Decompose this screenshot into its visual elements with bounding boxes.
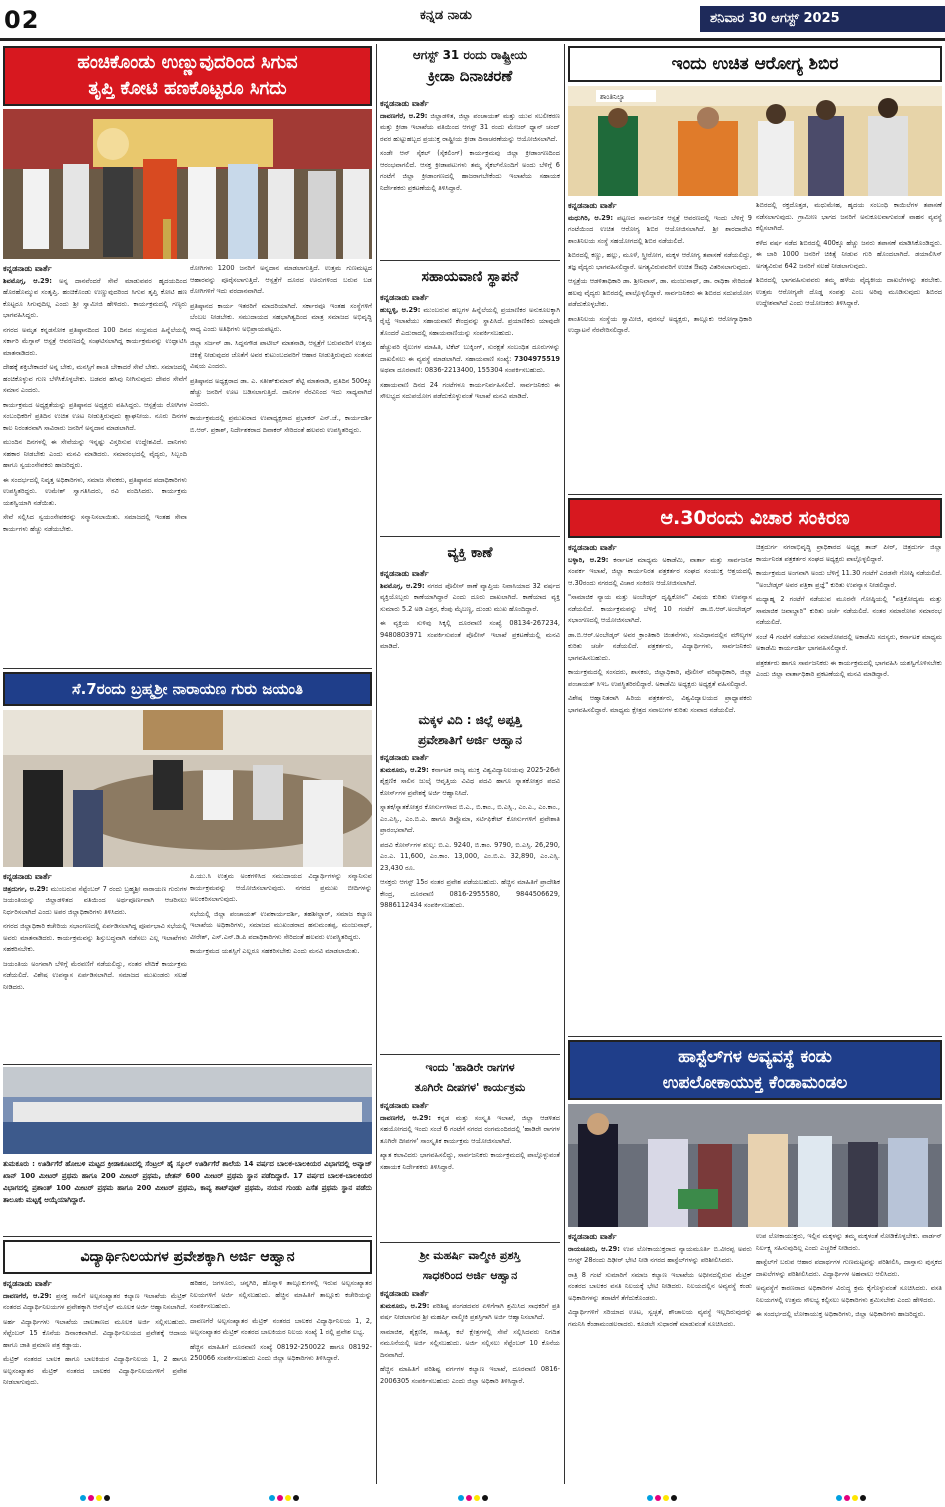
- divider: [3, 1064, 372, 1065]
- divider: [3, 1236, 372, 1237]
- color-dot: [836, 1495, 842, 1501]
- masthead: ಕನ್ನಡ ನಾಡು: [420, 8, 472, 23]
- color-dot: [285, 1495, 291, 1501]
- divider: [380, 1054, 560, 1055]
- page-number: 02: [4, 6, 40, 34]
- color-dot: [474, 1495, 480, 1501]
- byline: ಕನ್ನಡನಾಡು ವಾರ್ತೆ: [568, 543, 617, 552]
- sign-text: ಶಾಂತಿನಿಲ್ಯಾ: [600, 93, 625, 101]
- helpline-number: 7304975519: [514, 354, 560, 363]
- article-missing-person: ಕನ್ನಡನಾಡು ವಾರ್ತೆ ಶಿವಮೊಗ್ಗ, ಆ.29: ನಗರದ ಪೊಲೀಸ್ ಠಾಣೆ ವ್ಯಾಪ್ತಿಯ ನಿವಾಸಿಯಾದ 32 ವರ್ಷದ ವ್ಯಕ್ತಿಯೊಬ್ಬರು ಕಾಣೆಯಾಗಿದ್ದಾರೆ ಎಂದು ದೂರು ದಾಖಲಾಗಿದೆ. ಕಾಣೆಯಾದ ವ್ಯಕ್ತಿ ಸುಮಾರು 5.2 ಅಡಿ ಎತ್ತರ, ಕೆಂಪು ಮೈಬಣ್ಣ, ದುಂಡು ಮುಖ ಹೊಂದಿದ್ದಾರೆ. ಈ ವ್ಯಕ್ತಿಯ ಸುಳಿವು ಸಿಕ್ಕಲ್ಲಿ ದೂರವಾಣಿ ಸಂಖ್ಯೆ 08134-267234, 9480803971 ಸಂಪರ್ಕಿಸುವಂತೆ ಪೊಲೀಸ್ ಇಲಾಖೆ ಪ್ರಕಟಣೆಯಲ್ಲಿ ಮನವಿ ಮಾಡಿದೆ.: [380, 569, 560, 650]
- photo-meeting: [3, 710, 372, 867]
- color-dot: [269, 1495, 275, 1501]
- color-dot: [844, 1495, 850, 1501]
- byline: ಕನ್ನಡನಾಡು ವಾರ್ತೆ: [3, 872, 52, 881]
- headline-line: ತೃಪ್ತಿ ಕೋಟಿ ಹಣಕೊಟ್ಟರೂ ಸಿಗದು: [88, 78, 287, 99]
- byline: ಕನ್ನಡನಾಡು ವಾರ್ತೆ: [380, 1101, 429, 1110]
- headline-seminar: ಆ.30ರಂದು ವಿಚಾರ ಸಂಕಿರಣ: [568, 498, 942, 538]
- color-dot: [96, 1495, 102, 1501]
- photo-students-certificates-image: [3, 1067, 372, 1154]
- divider: [380, 1242, 560, 1243]
- column-divider: [564, 44, 565, 1484]
- divider: [3, 668, 372, 669]
- article-helpline: ಕನ್ನಡನಾಡು ವಾರ್ತೆ ಹುಬ್ಬಳ್ಳಿ, ಆ.29: ಮುಂಬರುವ ಹಬ್ಬಗಳ ಹಿನ್ನೆಲೆಯಲ್ಲಿ ಪ್ರಯಾಣಿಕರ ಅನುಕೂಲಕ್ಕಾಗಿ ರೈಲ್ವೆ ಇಲಾಖೆಯು ಸಹಾಯವಾಣಿ ಕೇಂದ್ರವನ್ನು ಸ್ಥಾಪಿಸಿದೆ. ಪ್ರಯಾಣಿಕರು ಯಾವುದೇ ತೊಂದರೆ ಎದುರಾದಲ್ಲಿ ಸಹಾಯವಾಣಿಯನ್ನು ಸಂಪರ್ಕಿಸಬಹುದು. ಹೆಚ್ಚುವರಿ ರೈಲುಗಳ ಮಾಹಿತಿ, ಟಿಕೆಟ್ ಬುಕ್ಕಿಂಗ್, ಸುರಕ್ಷತೆ ಸಂಬಂಧಿತ ದೂರುಗಳನ್ನು ದಾಖಲಿಸಲು ಈ ವ್ಯವಸ್ಥೆ ಮಾಡಲಾಗಿದೆ. ಸಹಾಯವಾಣಿ ಸಂಖ್ಯೆ: 7304975519 ಅಥವಾ ದೂರವಾಣಿ: 0836-2213400, 155304 ಸಂಪರ್ಕಿಸಬಹುದು. ಸಹಾಯವಾಣಿ ದಿನದ 24 ಗಂಟೆಗಳೂ ಕಾರ್ಯನಿರ್ವಹಿಸಲಿದೆ. ಸಾರ್ವಜನಿಕರು ಈ ಸೌಲಭ್ಯದ ಸದುಪಯೋಗ ಪಡೆದುಕೊಳ್ಳುವಂತೆ ಇಲಾಖೆ ಮನವಿ ಮಾಡಿದೆ.: [380, 293, 560, 400]
- color-dot: [80, 1495, 86, 1501]
- dateline: ತುಮಕೂರು, ಆ.29:: [380, 1301, 430, 1310]
- photo-students-certificates: [3, 1067, 372, 1154]
- byline: ಕನ್ನಡನಾಡು ವಾರ್ತೆ: [380, 569, 429, 578]
- dateline: ಹುಬ್ಬಳ್ಳಿ, ಆ.29:: [380, 305, 421, 314]
- color-dot: [104, 1495, 110, 1501]
- article-seminar-col1: ಕನ್ನಡನಾಡು ವಾರ್ತೆ ಬಳ್ಳಾರಿ, ಆ.29: ಕರ್ನಾಟಕ ಮಾಧ್ಯಮ ಅಕಾಡೆಮಿ, ವಾರ್ತಾ ಮತ್ತು ಸಾರ್ವಜನಿಕ ಸಂಪರ್ಕ ಇಲಾಖೆ, ಜಿಲ್ಲಾ ಕಾರ್ಯನಿರತ ಪತ್ರಕರ್ತರ ಸಂಘದ ಸಂಯುಕ್ತ ಆಶ್ರಯದಲ್ಲಿ ಆ.30ರಂದು ನಗರದಲ್ಲಿ ವಿಚಾರ ಸಂಕಿರಣ ಆಯೋಜಿಸಲಾಗಿದೆ. "ಸಾಮಾಜಿಕ ನ್ಯಾಯ ಮತ್ತು ಅಂಬೇಡ್ಕರ್ ದೃಷ್ಟಿಕೋನ" ವಿಷಯ ಕುರಿತು ಉಪನ್ಯಾಸ ನಡೆಯಲಿದೆ. ಕಾರ್ಯಕ್ರಮವನ್ನು ಬೆಳಿಗ್ಗೆ 10 ಗಂಟೆಗೆ ಡಾ.ಬಿ.ಆರ್.ಅಂಬೇಡ್ಕರ್ ಸಭಾಂಗಣದಲ್ಲಿ ಆಯೋಜಿಸಲಾಗಿದೆ. ಡಾ.ಬಿ.ಆರ್.ಅಂಬೇಡ್ಕರ್ ಅವರ ಕ್ರಾಂತಿಕಾರಿ ಚಿಂತನೆಗಳು, ಸಂವಿಧಾನದಲ್ಲಿನ ಮೌಲ್ಯಗಳ ಕುರಿತು ಚರ್ಚೆ ನಡೆಯಲಿದೆ. ಪತ್ರಕರ್ತರು, ವಿದ್ಯಾರ್ಥಿಗಳು, ಸಾರ್ವಜನಿಕರು ಭಾಗವಹಿಸಬಹುದು. ಕಾರ್ಯಕ್ರಮದಲ್ಲಿ ಸಂಸದರು, ಶಾಸಕರು, ಜಿಲ್ಲಾಧಿಕಾರಿ, ಪೊಲೀಸ್ ವರಿಷ್ಠಾಧಿಕಾರಿ, ಜಿಲ್ಲಾ ಪಂಚಾಯತ್ ಸಿಇಒ ಉಪಸ್ಥಿತರಿರಲಿದ್ದಾರೆ. ಅಕಾಡೆಮಿ ಅಧ್ಯಕ್ಷರು ಅಧ್ಯಕ್ಷತೆ ವಹಿಸಲಿದ್ದಾರೆ. ವಿಶೇಷ ಆಹ್ವಾನಿತರಾಗಿ ಹಿರಿಯ ಪತ್ರಕರ್ತರು, ವಿಶ್ವವಿದ್ಯಾಲಯದ ಪ್ರಾಧ್ಯಾಪಕರು ಭಾಗವಹಿಸಲಿದ್ದಾರೆ. ಮಾಧ್ಯಮ ಕ್ಷೇತ್ರದ ಸವಾಲುಗಳ ಕುರಿತು ಸಂವಾದ ನಡೆಯಲಿದೆ.: [568, 543, 752, 714]
- color-dot: [458, 1495, 464, 1501]
- dateline: ಚಿತ್ರದುರ್ಗ, ಆ.29:: [3, 884, 49, 893]
- column-divider: [376, 44, 377, 1484]
- photo-health-camp-image: [568, 86, 942, 196]
- byline: ಕನ್ನಡನಾಡು ವಾರ್ತೆ: [3, 264, 52, 273]
- divider: [380, 536, 560, 537]
- registration-mark: [79, 1486, 111, 1505]
- headline-children-welfare: [380, 710, 560, 750]
- byline: ಕನ್ನಡನಾಡು ವಾರ್ತೆ: [3, 1279, 52, 1288]
- headline-narayana-guru: ಸೆ.7ರಂದು ಬ್ರಹ್ಮಶ್ರೀ ನಾರಾಯಣ ಗುರು ಜಯಂತಿ: [3, 672, 372, 706]
- registration-mark: [268, 1486, 300, 1505]
- article-children-welfare: ಕನ್ನಡನಾಡು ವಾರ್ತೆ ತುಮಕೂರು, ಆ.29: ಕರ್ನಾಟಕ ರಾಜ್ಯ ಮುಕ್ತ ವಿಶ್ವವಿದ್ಯಾನಿಲಯವು 2025-26ನೇ ಶೈಕ್ಷಣಿಕ ಸಾಲಿನ ಜುಲೈ ಆವೃತ್ತಿಯ ವಿವಿಧ ಪದವಿ ಹಾಗೂ ಸ್ನಾತಕೋತ್ತರ ಪದವಿ ಕೋರ್ಸ್‌ಗಳ ಪ್ರವೇಶಕ್ಕೆ ಅರ್ಜಿ ಆಹ್ವಾನಿಸಿದೆ. ಸ್ನಾತಕ/ಸ್ನಾತಕೋತ್ತರ ಕೋರ್ಸುಗಳಾದ ಬಿ.ಎ., ಬಿ.ಕಾಂ., ಬಿ.ಎಸ್ಸಿ., ಎಂ.ಎ., ಎಂ.ಕಾಂ., ಎಂ.ಎಸ್ಸಿ., ಎಂ.ಬಿ.ಎ. ಹಾಗೂ ಡಿಪ್ಲೊಮಾ, ಸರ್ಟಿಫಿಕೇಟ್ ಕೋರ್ಸುಗಳಿಗೆ ಪ್ರವೇಶಾತಿ ಪ್ರಾರಂಭವಾಗಿದೆ. ಪದವಿ ಕೋರ್ಸ್‌ಗಳ ಶುಲ್ಕ: ಬಿ.ಎ. 9240, ಬಿ.ಕಾಂ. 9790, ಬಿ.ಎಸ್ಸಿ. 26,290, ಎಂ.ಎ. 11,600, ಎಂ.ಕಾಂ. 13,000, ಎಂ.ಬಿ.ಎ. 32,890, ಎಂ.ಎಸ್ಸಿ. 23,430 ರೂ. ಆಸಕ್ತರು ಆಗಸ್ಟ್ 15ರ ನಂತರ ಪ್ರವೇಶ ಪಡೆಯಬಹುದು. ಹೆಚ್ಚಿನ ಮಾಹಿತಿಗೆ ಪ್ರಾದೇಶಿಕ ಕೇಂದ್ರ, ದೂರವಾಣಿ 0816-2955580, 9844506629, 9886112434 ಸಂಪರ್ಕಿಸಬಹುದು.: [380, 753, 560, 909]
- photo-lamp-lighting-image: [3, 109, 372, 259]
- article-sharing-food-body: ಕನ್ನಡನಾಡು ವಾರ್ತೆ ಶಿವಮೊಗ್ಗ, ಆ.29: ಅನ್ನ ದಾನವೆಂದರೆ ಸೇವೆ ಮಾಡುವವರ ಹೃದಯದಿಂದ ಹೊರಹೊಮ್ಮುವ ಸಂತೃಪ್ತಿ. ಹಂಚಿಕೊಂಡು ಉಣ್ಣುವುದರಿಂದ ಸಿಗುವ ತೃಪ್ತಿ ಕೋಟಿ ಹಣ ಕೊಟ್ಟರೂ ಸಿಗುವುದಿಲ್ಲ ಎಂದು ಶ್ರೀ ಸ್ವಾಮೀಜಿ ಹೇಳಿದರು. ಕಾರ್ಯಕ್ರಮದಲ್ಲಿ ಗಣ್ಯರು ಭಾಗವಹಿಸಿದ್ದರು. ನಗರದ ಅಮೃತ ಕನ್ನಡಸೋಕ ಪ್ರತಿಷ್ಠಾನದಿಂದ 100 ದಿನದ ಸಂಭ್ರಮದ ಹಿನ್ನೆಲೆಯಲ್ಲಿ ಸರ್ಕಾರಿ ಮೆಗ್ಗಾನ್ ಆಸ್ಪತ್ರೆ ಆವರಣದಲ್ಲಿ ಸಂಘಟಿಸಲಾಗಿದ್ದ ಕಾರ್ಯಕ್ರಮವನ್ನು ಉದ್ಘಾಟಿಸಿ ಮಾತನಾಡಿದರು. ದೇಹಕ್ಕೆ ಶಕ್ತಿಬೇಕಾದರೆ ಅನ್ನ ಬೇಕು, ಮನಸ್ಸಿಗೆ ಶಾಂತಿ ಬೇಕಾದರೆ ಸೇವೆ ಬೇಕು. ಸಮಾಜದಲ್ಲಿ ಹಂಚಿಕೊಳ್ಳುವ ಗುಣ ಬೆಳೆಸಿಕೊಳ್ಳಬೇಕು. ಬಡವರ ಹಸಿವು ನೀಗಿಸುವುದು ದೇವರ ಸೇವೆಗೆ ಸಮಾನ ಎಂದರು. ಕಾರ್ಯಕ್ರಮದ ಅಧ್ಯಕ್ಷತೆಯನ್ನು ಪ್ರತಿಷ್ಠಾನದ ಅಧ್ಯಕ್ಷರು ವಹಿಸಿದ್ದರು. ಆಸ್ಪತ್ರೆಯ ರೋಗಿಗಳ ಸಂಬಂಧಿಕರಿಗೆ ಪ್ರತಿದಿನ ಉಚಿತ ಊಟ ನೀಡುತ್ತಿರುವುದು ಶ್ಲಾಘನೀಯ. ನೂರು ದಿನಗಳ ಕಾಲ ನಿರಂತರವಾಗಿ ಸಾವಿರಾರು ಜನರಿಗೆ ಅನ್ನದಾನ ಮಾಡಲಾಗಿದೆ. ಮುಂದಿನ ದಿನಗಳಲ್ಲಿ ಈ ಸೇವೆಯನ್ನು ಇನ್ನಷ್ಟು ವಿಸ್ತರಿಸುವ ಉದ್ದೇಶವಿದೆ. ದಾನಿಗಳು ಸಹಕಾರ ನೀಡಬೇಕು ಎಂದು ಮನವಿ ಮಾಡಿದರು. ಸಮಾರಂಭದಲ್ಲಿ ವೈದ್ಯರು, ಸಿಬ್ಬಂದಿ ಹಾಗೂ ಸ್ವಯಂಸೇವಕರು ಹಾಜರಿದ್ದರು. ಈ ಸಂದರ್ಭದಲ್ಲಿ ನಿವೃತ್ತ ಅಧಿಕಾರಿಗಳು, ಸಮಾಜ ಸೇವಕರು, ಪ್ರತಿಷ್ಠಾನದ ಪದಾಧಿಕಾರಿಗಳು ಉಪಸ್ಥಿತರಿದ್ದರು. ಉಮೇಶ್ ಸ್ವಾಗತಿಸಿದರು, ರವಿ ವಂದಿಸಿದರು. ಕಾರ್ಯಕ್ರಮ ಯಶಸ್ವಿಯಾಗಿ ನಡೆಯಿತು. ಸೇವೆ ಸಲ್ಲಿಸಿದ ಸ್ವಯಂಸೇವಕರನ್ನು ಸನ್ಮಾನಿಸಲಾಯಿತು. ಸಮಾಜದಲ್ಲಿ ಇಂತಹ ಸೇವಾ ಕಾರ್ಯಗಳು ಹೆಚ್ಚು ನಡೆಯಬೇಕು.: [3, 264, 187, 533]
- color-dot: [482, 1495, 488, 1501]
- headline-line: ಹಾಸ್ಟೆಲ್‌ಗಳ ಅವ್ಯವಸ್ಥೆ ಕಂಡು: [678, 1047, 832, 1067]
- registration-mark: [646, 1486, 678, 1505]
- headline-line: ಮಕ್ಕಳ ವಿದಿ : ಜಿಲ್ಲೆ ಅಪ್ಪತ್ತಿ: [418, 713, 522, 727]
- dateline: ಮಧುಗಿರಿ, ಆ.29:: [568, 213, 614, 222]
- headline-line: ತೂಗಿರೇ ದೀಪಗಳ' ಕಾರ್ಯಕ್ರಮ: [414, 1081, 526, 1094]
- headline-sports-day: [380, 46, 560, 94]
- article-sharing-food-col2: ರೋಗಿಗಳು 1200 ಜನರಿಗೆ ಅನ್ನದಾನ ಮಾಡಲಾಗುತ್ತಿದೆ. ಉತ್ತಮ ಗುಣಮಟ್ಟದ ಆಹಾರವನ್ನು ಪೂರೈಸಲಾಗುತ್ತಿದೆ. ಆಸ್ಪತ್ರೆಗೆ ದೂರದ ಊರುಗಳಿಂದ ಬರುವ ಬಡ ರೋಗಿಗಳಿಗೆ ಇದು ವರದಾನವಾಗಿದೆ. ಪ್ರತಿಷ್ಠಾನದ ಕಾರ್ಯ ಇತರರಿಗೆ ಮಾದರಿಯಾಗಿದೆ. ಸರ್ಕಾರವೂ ಇಂತಹ ಸಂಸ್ಥೆಗಳಿಗೆ ಬೆಂಬಲ ನೀಡಬೇಕು. ಸಮುದಾಯದ ಸಹಭಾಗಿತ್ವದಿಂದ ಮಾತ್ರ ಸಮಾಜದ ಅಭಿವೃದ್ಧಿ ಸಾಧ್ಯ ಎಂದು ಅತಿಥಿಗಳು ಅಭಿಪ್ರಾಯಪಟ್ಟರು. ಜಿಲ್ಲಾ ಸರ್ಜನ್ ಡಾ. ಸಿದ್ದನಗೌಡ ಪಾಟೀಲ್ ಮಾತನಾಡಿ, ಆಸ್ಪತ್ರೆಗೆ ಬರುವವರಿಗೆ ಉತ್ತಮ ಚಿಕಿತ್ಸೆ ನೀಡುವುದರ ಜೊತೆಗೆ ಅವರ ಕುಟುಂಬದವರಿಗೆ ಆಹಾರ ನೀಡುತ್ತಿರುವುದು ಸಂತಸದ ವಿಷಯ ಎಂದರು. ಪ್ರತಿಷ್ಠಾನದ ಅಧ್ಯಕ್ಷರಾದ ಡಾ. ಎ. ಸತೀಶ್‌ಕುಮಾರ್ ಶೆಟ್ಟಿ ಮಾತನಾಡಿ, ಪ್ರತಿದಿನ 500ಕ್ಕೂ ಹೆಚ್ಚು ಜನರಿಗೆ ಊಟ ಬಡಿಸಲಾಗುತ್ತಿದೆ. ದಾನಿಗಳ ನೆರವಿನಿಂದ ಇದು ಸಾಧ್ಯವಾಗಿದೆ ಎಂದರು. ಕಾರ್ಯಕ್ರಮದಲ್ಲಿ ಪ್ರಮುಖರಾದ ಉಪಾಧ್ಯಕ್ಷರಾದ ಪ್ರಭಾಕರ್ ಎನ್.ಜೆ., ಕಾರ್ಯದರ್ಶಿ ಬಿ.ಆರ್. ಪ್ರಕಾಶ್, ನಿರ್ದೇಶಕರಾದ ದಿವಾಕರ್ ಸೇರಿದಂತೆ ಹಲವರು ಉಪಸ್ಥಿತರಿದ್ದರು.: [190, 264, 372, 434]
- headline-line: ಶ್ರೀ ಮಹರ್ಷಿ ವಾಲ್ಮೀಕಿ ಪ್ರಶಸ್ತಿ: [419, 1249, 521, 1262]
- article-health-camp-col2: ಶಿಬಿರದಲ್ಲಿ ರಕ್ತದೊತ್ತಡ, ಮಧುಮೇಹ, ಹೃದಯ ಸಂಬಂಧಿ ಕಾಯಿಲೆಗಳ ತಪಾಸಣೆ ನಡೆಸಲಾಗುವುದು. ಗ್ರಾಮೀಣ ಭಾಗದ ಜನರಿಗೆ ಅನುಕೂಲವಾಗುವಂತೆ ವಾಹನ ವ್ಯವಸ್ಥೆ ಕಲ್ಪಿಸಲಾಗಿದೆ. ಕಳೆದ ವರ್ಷ ನಡೆದ ಶಿಬಿರದಲ್ಲಿ 400ಕ್ಕೂ ಹೆಚ್ಚು ಜನರು ತಪಾಸಣೆ ಮಾಡಿಸಿಕೊಂಡಿದ್ದರು. ಈ ಬಾರಿ 1000 ಜನರಿಗೆ ಚಿಕಿತ್ಸೆ ನೀಡುವ ಗುರಿ ಹೊಂದಲಾಗಿದೆ. ಡಯಾಲಿಸಿಸ್ ಅಗತ್ಯವಿರುವ 642 ಜನರಿಗೆ ಸಲಹೆ ನೀಡಲಾಗುವುದು. ಶಿಬಿರದಲ್ಲಿ ಭಾಗವಹಿಸುವವರು ತಮ್ಮ ಹಳೆಯ ವೈದ್ಯಕೀಯ ದಾಖಲೆಗಳನ್ನು ತರಬೇಕು. ಉತ್ತಮ ಆರೋಗ್ಯವೇ ದೊಡ್ಡ ಸಂಪತ್ತು ಎಂಬ ಅರಿವು ಮೂಡಿಸುವುದು ಶಿಬಿರದ ಉದ್ದೇಶವಾಗಿದೆ ಎಂದು ಆಯೋಜಕರು ತಿಳಿಸಿದ್ದಾರೆ.: [756, 201, 942, 307]
- headline-missing-person: ವ್ಯಕ್ತಿ ಕಾಣೆ: [447, 545, 493, 561]
- byline: ಕನ್ನಡನಾಡು ವಾರ್ತೆ: [380, 293, 429, 302]
- color-dot: [293, 1495, 299, 1501]
- headline-line: ಆಗಸ್ಟ್ 31 ರಂದು ರಾಷ್ಟ್ರೀಯ: [412, 48, 528, 62]
- photo-health-camp: [568, 86, 942, 196]
- dateline: ತುಮಕೂರು, ಆ.29:: [380, 765, 429, 774]
- registration-mark: [835, 1486, 867, 1505]
- dateline: ದಾವಣಗೆರೆ, ಆ.29:: [380, 111, 428, 120]
- article-hostel-inspection-col2: ಉಪ ಲೋಕಾಯುಕ್ತರು, ಇಲ್ಲಿನ ಮಕ್ಕಳನ್ನು ತಮ್ಮ ಮಕ್ಕಳಂತೆ ನೋಡಿಕೊಳ್ಳಬೇಕು. ವಾರ್ಡನ್ ನಿರ್ಲಕ್ಷ್ಯ ಸಹಿಸುವುದಿಲ್ಲ ಎಂದು ಎಚ್ಚರಿಕೆ ನೀಡಿದರು. ಹಾಸ್ಟೆಲ್‌ಗೆ ಬರುವ ಆಹಾರ ಪದಾರ್ಥಗಳ ಗುಣಮಟ್ಟವನ್ನು ಪರಿಶೀಲಿಸಿ, ದಾಸ್ತಾನು ಪುಸ್ತಕದ ದಾಖಲೆಗಳನ್ನು ಪರಿಶೀಲಿಸಿದರು. ವಿದ್ಯಾರ್ಥಿಗಳ ಅಹವಾಲು ಆಲಿಸಿದರು. ಅವ್ಯವಸ್ಥೆಗೆ ಕಾರಣರಾದ ಅಧಿಕಾರಿಗಳ ವಿರುದ್ಧ ಕ್ರಮ ಕೈಗೊಳ್ಳುವಂತೆ ಸೂಚಿಸಿದರು. ವಸತಿ ನಿಲಯಗಳಲ್ಲಿ ಉತ್ತಮ ಸೌಲಭ್ಯ ಕಲ್ಪಿಸಲು ಅಧಿಕಾರಿಗಳು ಶ್ರಮಿಸಬೇಕು ಎಂದು ಹೇಳಿದರು. ಈ ಸಂದರ್ಭದಲ್ಲಿ ಲೋಕಾಯುಕ್ತ ಅಧಿಕಾರಿಗಳು, ಜಿಲ್ಲಾ ಅಧಿಕಾರಿಗಳು ಹಾಜರಿದ್ದರು.: [756, 1232, 942, 1318]
- headline-line: ಸಾಧಕರಿಂದ ಅರ್ಜಿ ಆಹ್ವಾನ: [422, 1269, 518, 1282]
- photo-lamp-lighting: [3, 109, 372, 259]
- byline: ಕನ್ನಡನಾಡು ವಾರ್ತೆ: [568, 1232, 617, 1241]
- color-dot: [88, 1495, 94, 1501]
- headline-songs-program: [380, 1058, 560, 1098]
- photo-meeting-image: [3, 710, 372, 867]
- color-dot: [655, 1495, 661, 1501]
- headline-sharing-food: [3, 46, 372, 106]
- color-dot: [852, 1495, 858, 1501]
- dateline: ಶಿವಮೊಗ್ಗ, ಆ.29:: [3, 276, 52, 285]
- headline-valmiki-award: [380, 1246, 560, 1286]
- byline: ಕನ್ನಡನಾಡು ವಾರ್ತೆ: [380, 753, 429, 762]
- headline-line: ಉಪಲೋಕಾಯುಕ್ತ ಕೆಂಡಾಮಂಡಲ: [662, 1073, 848, 1093]
- photo-hostel-inspection-image: [568, 1104, 942, 1227]
- headline-line: ಕ್ರೀಡಾ ದಿನಾಚರಣೆ: [427, 67, 513, 85]
- article-hostel-admission-col2: ಹರಿಹರ, ಜಗಳೂರು, ಚನ್ನಗಿರಿ, ಹೊನ್ನಾಳಿ ತಾಲ್ಲೂಕುಗಳಲ್ಲಿ ಇರುವ ಅಲ್ಪಸಂಖ್ಯಾತರ ನಿಲಯಗಳಿಗೆ ಅರ್ಜಿ ಸಲ್ಲಿಸಬಹುದು. ಹೆಚ್ಚಿನ ಮಾಹಿತಿಗೆ ತಾಲ್ಲೂಕು ಕಚೇರಿಯನ್ನು ಸಂಪರ್ಕಿಸಬಹುದು. ದಾವಣಗೆರೆ ಅಲ್ಪಸಂಖ್ಯಾತರ ಮೆಟ್ರಿಕ್ ನಂತರದ ಬಾಲಕರ ವಿದ್ಯಾರ್ಥಿನಿಲಯ 1, 2, ಅಲ್ಪಸಂಖ್ಯಾತರ ಮೆಟ್ರಿಕ್ ನಂತರದ ಬಾಲಕಿಯರ ನಿಲಯ ಸಂಖ್ಯೆ 1 ರಲ್ಲಿ ಪ್ರವೇಶ ಲಭ್ಯ. ಹೆಚ್ಚಿನ ಮಾಹಿತಿಗೆ ದೂರವಾಣಿ ಸಂಖ್ಯೆ 08192-250022 ಹಾಗೂ 08192-250066 ಸಂಪರ್ಕಿಸಬಹುದು ಎಂದು ಜಿಲ್ಲಾ ಅಧಿಕಾರಿಗಳು ತಿಳಿಸಿದ್ದಾರೆ.: [190, 1279, 372, 1362]
- headline-hostel-admission: ವಿದ್ಯಾರ್ಥಿನಿಲಯಗಳ ಪ್ರವೇಶಕ್ಕಾಗಿ ಅರ್ಜಿ ಆಹ್ವಾನ: [3, 1240, 372, 1274]
- headline-line: ಹಂಚಿಕೊಂಡು ಉಣ್ಣುವುದರಿಂದ ಸಿಗುವ: [77, 52, 298, 73]
- color-dot: [647, 1495, 653, 1501]
- color-dot: [663, 1495, 669, 1501]
- byline: ಕನ್ನಡನಾಡು ವಾರ್ತೆ: [380, 1289, 429, 1298]
- dateline: ದಾವಣಗೆರೆ, ಆ.29:: [3, 1291, 52, 1300]
- dateline: ಬಳ್ಳಾರಿ, ಆ.29:: [568, 555, 609, 564]
- divider: [568, 494, 942, 495]
- article-hostel-inspection-col1: ಕನ್ನಡನಾಡು ವಾರ್ತೆ ರಾಯಚೂರು, ಆ.29: ಉಪ ಲೋಕಾಯುಕ್ತರಾದ ನ್ಯಾಯಮೂರ್ತಿ ಬಿ.ವೀರಪ್ಪ ಅವರು ಆಗಸ್ಟ್ 28ರಂದು ದಿಢೀರ್ ಭೇಟಿ ನೀಡಿ ನಗರದ ಹಾಸ್ಟೆಲ್‌ಗಳನ್ನು ಪರಿಶೀಲಿಸಿದರು. ರಾತ್ರಿ 8 ಗಂಟೆ ಸುಮಾರಿಗೆ ಸಮಾಜ ಕಲ್ಯಾಣ ಇಲಾಖೆಯ ಅಧೀನದಲ್ಲಿರುವ ಮೆಟ್ರಿಕ್ ನಂತರದ ಬಾಲಕರ ವಸತಿ ನಿಲಯಕ್ಕೆ ಭೇಟಿ ನೀಡಿದರು. ನಿಲಯದಲ್ಲಿನ ಅವ್ಯವಸ್ಥೆ ಕಂಡು ಅಧಿಕಾರಿಗಳನ್ನು ತರಾಟೆಗೆ ತೆಗೆದುಕೊಂಡರು. ವಿದ್ಯಾರ್ಥಿಗಳಿಗೆ ಸರಿಯಾದ ಊಟ, ಸ್ವಚ್ಛತೆ, ಶೌಚಾಲಯ ವ್ಯವಸ್ಥೆ ಇಲ್ಲದಿರುವುದನ್ನು ಗಮನಿಸಿ ಕೆಂಡಾಮಂಡಲರಾದರು. ಕೂಡಲೇ ಸುಧಾರಣೆ ಮಾಡುವಂತೆ ಸೂಚಿಸಿದರು.: [568, 1232, 752, 1328]
- article-hostel-admission-col1: ಕನ್ನಡನಾಡು ವಾರ್ತೆ ದಾವಣಗೆರೆ, ಆ.29: ಪ್ರಸಕ್ತ ಸಾಲಿಗೆ ಅಲ್ಪಸಂಖ್ಯಾತರ ಕಲ್ಯಾಣ ಇಲಾಖೆಯ ಮೆಟ್ರಿಕ್ ನಂತರದ ವಿದ್ಯಾರ್ಥಿನಿಲಯಗಳ ಪ್ರವೇಶಕ್ಕಾಗಿ ಆನ್‌ಲೈನ್ ಮೂಲಕ ಅರ್ಜಿ ಆಹ್ವಾನಿಸಲಾಗಿದೆ. ಅರ್ಹ ವಿದ್ಯಾರ್ಥಿಗಳು ಇಲಾಖೆಯ ಜಾಲತಾಣದ ಮೂಲಕ ಅರ್ಜಿ ಸಲ್ಲಿಸಬಹುದು. ಸೆಪ್ಟೆಂಬರ್ 15 ಕೊನೆಯ ದಿನಾಂಕವಾಗಿದೆ. ವಿದ್ಯಾರ್ಥಿನಿಲಯದ ಪ್ರವೇಶಕ್ಕೆ ಆದಾಯ ಹಾಗೂ ಜಾತಿ ಪ್ರಮಾಣ ಪತ್ರ ಕಡ್ಡಾಯ. ಮೆಟ್ರಿಕ್ ನಂತರದ ಬಾಲಕ ಹಾಗೂ ಬಾಲಕಿಯರ ವಿದ್ಯಾರ್ಥಿನಿಲಯ 1, 2 ಹಾಗೂ ಅಲ್ಪಸಂಖ್ಯಾತರ ಮೆಟ್ರಿಕ್ ನಂತರದ ಬಾಲಕರ ವಿದ್ಯಾರ್ಥಿನಿಲಯಗಳಿಗೆ ಪ್ರವೇಶ ನೀಡಲಾಗುವುದು.: [3, 1279, 187, 1386]
- headline-hostel-inspection: [568, 1040, 942, 1100]
- header-divider: [0, 38, 945, 41]
- dateline: ಶಿವಮೊಗ್ಗ, ಆ.29:: [380, 581, 425, 590]
- headline-health-camp: ಇಂದು ಉಚಿತ ಆರೋಗ್ಯ ಶಿಬಿರ: [568, 46, 942, 82]
- byline: ಕನ್ನಡನಾಡು ವಾರ್ತೆ: [380, 99, 429, 108]
- color-dot: [860, 1495, 866, 1501]
- headline-helpline: ಸಹಾಯವಾಣಿ ಸ್ಥಾಪನೆ: [421, 269, 519, 285]
- article-narayana-guru-col1: ಕನ್ನಡನಾಡು ವಾರ್ತೆ ಚಿತ್ರದುರ್ಗ, ಆ.29: ಮುಂಬರುವ ಸೆಪ್ಟೆಂಬರ್ 7 ರಂದು ಬ್ರಹ್ಮಶ್ರೀ ನಾರಾಯಣ ಗುರುಗಳ ಜಯಂತಿಯನ್ನು ಜಿಲ್ಲಾಡಳಿತದ ವತಿಯಿಂದ ಅರ್ಥಪೂರ್ಣವಾಗಿ ಆಚರಿಸಲು ನಿರ್ಧರಿಸಲಾಗಿದೆ ಎಂದು ಅಪರ ಜಿಲ್ಲಾಧಿಕಾರಿಗಳು ತಿಳಿಸಿದರು. ನಗರದ ಜಿಲ್ಲಾಧಿಕಾರಿ ಕಚೇರಿಯ ಸಭಾಂಗಣದಲ್ಲಿ ಏರ್ಪಡಿಸಲಾಗಿದ್ದ ಪೂರ್ವಭಾವಿ ಸಭೆಯಲ್ಲಿ ಅವರು ಮಾತನಾಡಿದರು. ಕಾರ್ಯಕ್ರಮವನ್ನು ಶಿಸ್ತುಬದ್ಧವಾಗಿ ನಡೆಸಲು ಎಲ್ಲ ಇಲಾಖೆಗಳು ಸಹಕರಿಸಬೇಕು. ಜಯಂತಿಯ ಅಂಗವಾಗಿ ಬೆಳಿಗ್ಗೆ ಮೆರವಣಿಗೆ ನಡೆಯಲಿದ್ದು, ನಂತರ ವೇದಿಕೆ ಕಾರ್ಯಕ್ರಮ ನಡೆಯಲಿದೆ. ವಿಶೇಷ ಉಪನ್ಯಾಸ ಏರ್ಪಡಿಸಲಾಗಿದೆ. ಸಮಾಜದ ಮುಖಂಡರು ಸಲಹೆ ನೀಡಿದರು.: [3, 872, 187, 991]
- divider: [568, 1036, 942, 1037]
- headline-line: ಪ್ರವೇಶಾತಿಗೆ ಅರ್ಜಿ ಆಹ್ವಾನ: [418, 733, 522, 747]
- article-songs-program: ಕನ್ನಡನಾಡು ವಾರ್ತೆ ದಾವಣಗೆರೆ, ಆ.29: ಕನ್ನಡ ಮತ್ತು ಸಂಸ್ಕೃತಿ ಇಲಾಖೆ, ಜಿಲ್ಲಾ ಆಡಳಿತದ ಸಹಯೋಗದಲ್ಲಿ ಇಂದು ಸಂಜೆ 6 ಗಂಟೆಗೆ ನಗರದ ರಂಗಮಂದಿರದಲ್ಲಿ 'ಹಾಡಿರೇ ರಾಗಗಳ ತೂಗಿರೇ ದೀಪಗಳ' ಸಾಂಸ್ಕೃತಿಕ ಕಾರ್ಯಕ್ರಮ ಆಯೋಜಿಸಲಾಗಿದೆ. ಖ್ಯಾತ ಕಲಾವಿದರು ಭಾಗವಹಿಸಲಿದ್ದು, ಸಾರ್ವಜನಿಕರು ಕಾರ್ಯಕ್ರಮದಲ್ಲಿ ಪಾಲ್ಗೊಳ್ಳುವಂತೆ ಸಹಾಯಕ ನಿರ್ದೇಶಕರು ತಿಳಿಸಿದ್ದಾರೆ.: [380, 1101, 560, 1171]
- article-narayana-guru-col2: ಪಿ.ಯು.ಸಿ ಉತ್ತಮ ಅಂಕಗಳಿಸಿದ ಸಮುದಾಯದ ವಿದ್ಯಾರ್ಥಿಗಳನ್ನು ಸನ್ಮಾನಿಸುವ ಕಾರ್ಯಕ್ರಮವನ್ನು ಆಯೋಜಿಸಲಾಗುವುದು. ನಗರದ ಪ್ರಮುಖ ಬೀದಿಗಳನ್ನು ಅಲಂಕರಿಸಲಾಗುವುದು. ಸಭೆಯಲ್ಲಿ ಜಿಲ್ಲಾ ಪಂಚಾಯತ್ ಉಪಕಾರ್ಯದರ್ಶಿ, ತಹಶೀಲ್ದಾರ್, ಸಮಾಜ ಕಲ್ಯಾಣ ಇಲಾಖೆಯ ಅಧಿಕಾರಿಗಳು, ಸಮಾಜದ ಮುಖಂಡರಾದ ಹನುಮಂತಪ್ಪ, ಮಂಜುನಾಥ್, ವೀರೇಶ್, ಎಸ್.ಎನ್.ಡಿ.ಪಿ ಪದಾಧಿಕಾರಿಗಳು ಸೇರಿದಂತೆ ಹಲವರು ಉಪಸ್ಥಿತರಿದ್ದರು. ಕಾರ್ಯಕ್ರಮದ ಯಶಸ್ಸಿಗೆ ಎಲ್ಲರೂ ಸಹಕರಿಸಬೇಕು ಎಂದು ಮನವಿ ಮಾಡಲಾಯಿತು.: [190, 872, 372, 955]
- divider: [380, 260, 560, 261]
- photo-hostel-inspection: [568, 1104, 942, 1227]
- article-seminar-col2: ಚಿತ್ರದುರ್ಗ ನಗರಾಭಿವೃದ್ಧಿ ಪ್ರಾಧಿಕಾರದ ಅಧ್ಯಕ್ಷ ತಾಜ್ ಪೀರ್, ಚಿತ್ರದುರ್ಗ ಜಿಲ್ಲಾ ಕಾರ್ಯನಿರತ ಪತ್ರಕರ್ತರ ಸಂಘದ ಅಧ್ಯಕ್ಷರು ಪಾಲ್ಗೊಳ್ಳಲಿದ್ದಾರೆ. ಕಾರ್ಯಕ್ರಮದ ಅಂಗವಾಗಿ ಅಂದು ಬೆಳಿಗ್ಗೆ 11.30 ಗಂಟೆಗೆ ಎರಡನೇ ಗೋಷ್ಠಿ ನಡೆಯಲಿದೆ. "ಅಂಬೇಡ್ಕರ್ ಅವರ ಪತ್ರಿಕಾ ಪ್ರಜ್ಞೆ" ಕುರಿತು ಉಪನ್ಯಾಸ ನೀಡಲಿದ್ದಾರೆ. ಮಧ್ಯಾಹ್ನ 2 ಗಂಟೆಗೆ ನಡೆಯುವ ಮೂರನೇ ಗೋಷ್ಠಿಯಲ್ಲಿ "ಪತ್ರಿಕೋದ್ಯಮ ಮತ್ತು ಸಾಮಾಜಿಕ ಜವಾಬ್ದಾರಿ" ಕುರಿತು ಚರ್ಚೆ ನಡೆಯಲಿದೆ. ನಂತರ ಸಮಾರೋಪ ಸಮಾರಂಭ ನಡೆಯಲಿದೆ. ಸಂಜೆ 4 ಗಂಟೆಗೆ ನಡೆಯುವ ಸಮಾರೋಪದಲ್ಲಿ ಅಕಾಡೆಮಿ ಸದಸ್ಯರು, ಕರ್ನಾಟಕ ಮಾಧ್ಯಮ ಅಕಾಡೆಮಿ ಕಾರ್ಯದರ್ಶಿ ಭಾಗವಹಿಸಲಿದ್ದಾರೆ. ಪತ್ರಕರ್ತರು ಹಾಗೂ ಸಾರ್ವಜನಿಕರು ಈ ಕಾರ್ಯಕ್ರಮದಲ್ಲಿ ಭಾಗವಹಿಸಿ ಯಶಸ್ವಿಗೊಳಿಸಬೇಕು ಎಂದು ಜಿಲ್ಲಾ ವಾರ್ತಾಧಿಕಾರಿ ಪ್ರಕಟಣೆಯಲ್ಲಿ ಮನವಿ ಮಾಡಿದ್ದಾರೆ.: [756, 543, 942, 678]
- dateline: ದಾವಣಗೆರೆ, ಆ.29:: [380, 1113, 431, 1122]
- registration-mark: [457, 1486, 489, 1505]
- dateline: ರಾಯಚೂರು, ಆ.29:: [568, 1244, 620, 1253]
- photo-caption-sports: ತುಮಕೂರು : ಊರ್ಡಿಗೆರೆ ಹೋಬಳಿ ಮಟ್ಟದ ಕ್ರೀಡಾಕೂಟದಲ್ಲಿ ಸೆಂಟ್ರಲ್ ಹೈ ಸ್ಕೂಲ್ ಊರ್ಡಿಗೆರೆ ಶಾಲೆಯ 14 ವರ್ಷದ ಬಾಲಕ-ಬಾಲಕಿಯರ ವಿಭಾಗದಲ್ಲಿ ಅವ್ಯಾಜ್ ಖಾನ್ 100 ಮೀಟರ್ ಪ್ರಥಮ ಹಾಗೂ 200 ಮೀಟರ್ ಪ್ರಥಮ, ಚೇತನ್ 600 ಮೀಟರ್ ಪ್ರಥಮ ಸ್ಥಾನ ಪಡೆದಿದ್ದಾರೆ. 17 ವರ್ಷದ ಬಾಲಕ-ಬಾಲಕಿಯರ ವಿಭಾಗದಲ್ಲಿ ಪ್ರಶಾಂತ್ 100 ಮೀಟರ್ ಪ್ರಥಮ ಹಾಗೂ 200 ಮೀಟರ್ ಪ್ರಥಮ, ಕಾವ್ಯ ಶಾಟ್‌ಪುಟ್ ಪ್ರಥಮ, ನಯನ ಗುಂಡು ಎಸೆತ ಪ್ರಥಮ ಸ್ಥಾನ ಪಡೆದು ತಾಲೂಕು ಮಟ್ಟಕ್ಕೆ ಆಯ್ಕೆಯಾಗಿದ್ದಾರೆ.: [3, 1160, 372, 1204]
- byline: ಕನ್ನಡನಾಡು ವಾರ್ತೆ: [568, 201, 617, 210]
- article-health-camp-col1: ಕನ್ನಡನಾಡು ವಾರ್ತೆ ಮಧುಗಿರಿ, ಆ.29: ಪಟ್ಟಣದ ಸಾರ್ವಜನಿಕ ಆಸ್ಪತ್ರೆ ಆವರಣದಲ್ಲಿ ಇಂದು ಬೆಳಿಗ್ಗೆ 9 ಗಂಟೆಯಿಂದ ಉಚಿತ ಆರೋಗ್ಯ ಶಿಬಿರ ಆಯೋಜಿಸಲಾಗಿದೆ. ಶ್ರೀ ಶಾರದಾದೇವಿ ಶಾಂತಿನಿಲಯ ಸಂಸ್ಥೆ ಸಹಯೋಗದಲ್ಲಿ ಶಿಬಿರ ನಡೆಯಲಿದೆ. ಶಿಬಿರದಲ್ಲಿ ಕಣ್ಣು, ಹಲ್ಲು, ಮೂಳೆ, ಸ್ತ್ರೀರೋಗ, ಮಕ್ಕಳ ಆರೋಗ್ಯ ತಪಾಸಣೆ ನಡೆಯಲಿದ್ದು, ತಜ್ಞ ವೈದ್ಯರು ಭಾಗವಹಿಸಲಿದ್ದಾರೆ. ಅಗತ್ಯವಿರುವವರಿಗೆ ಉಚಿತ ಔಷಧಿ ವಿತರಿಸಲಾಗುವುದು. ಆಸ್ಪತ್ರೆಯ ಆಡಳಿತಾಧಿಕಾರಿ ಡಾ. ಶ್ರೀನಿವಾಸ್, ಡಾ. ಮಂಜುನಾಥ್, ಡಾ. ರಾಧಿಕಾ ಸೇರಿದಂತೆ ಹಲವು ವೈದ್ಯರು ಶಿಬಿರದಲ್ಲಿ ಪಾಲ್ಗೊಳ್ಳಲಿದ್ದಾರೆ. ಸಾರ್ವಜನಿಕರು ಈ ಶಿಬಿರದ ಸದುಪಯೋಗ ಪಡೆದುಕೊಳ್ಳಬೇಕು. ಶಾಂತಿನಿಲಯ ಸಂಸ್ಥೆಯ ಸ್ವಾಮೀಜಿ, ಪುರಸಭೆ ಅಧ್ಯಕ್ಷರು, ತಾಲ್ಲೂಕು ಆರೋಗ್ಯಾಧಿಕಾರಿ ಉದ್ಘಾಟನೆ ನೆರವೇರಿಸಲಿದ್ದಾರೆ.: [568, 201, 752, 334]
- issue-date: ಶನಿವಾರ 30 ಆಗಸ್ಟ್ 2025: [700, 6, 945, 32]
- color-dot: [671, 1495, 677, 1501]
- color-dot: [466, 1495, 472, 1501]
- print-registration-marks: [0, 1490, 945, 1500]
- article-sports-day: ಕನ್ನಡನಾಡು ವಾರ್ತೆ ದಾವಣಗೆರೆ, ಆ.29: ಜಿಲ್ಲಾಡಳಿತ, ಜಿಲ್ಲಾ ಪಂಚಾಯತ್ ಮತ್ತು ಯುವ ಸಬಲೀಕರಣ ಮತ್ತು ಕ್ರೀಡಾ ಇಲಾಖೆಯ ವತಿಯಿಂದ ಆಗಸ್ಟ್ 31 ರಂದು ಮೇಜರ್ ಧ್ಯಾನ್ ಚಂದ್ ರವರ ಹುಟ್ಟುಹಬ್ಬದ ಪ್ರಯುಕ್ತ ರಾಷ್ಟ್ರೀಯ ಕ್ರೀಡಾ ದಿನಾಚರಣೆಯನ್ನು ಆಯೋಜಿಸಲಾಗಿದೆ. ಸಂಡೇ ಆನ್ ಸೈಕಲ್ (ಸೈಕಲಿಂಗ್) ಕಾರ್ಯಕ್ರಮವು ಜಿಲ್ಲಾ ಕ್ರೀಡಾಂಗಣದಿಂದ ಆರಂಭವಾಗಲಿದೆ. ಆಸಕ್ತ ಕ್ರೀಡಾಪಟುಗಳು ತಮ್ಮ ಸೈಕಲ್‌ನೊಂದಿಗೆ ಅಂದು ಬೆಳಿಗ್ಗೆ 6 ಗಂಟೆಗೆ ಜಿಲ್ಲಾ ಕ್ರೀಡಾಂಗಣದಲ್ಲಿ ಹಾಜರಾಗಬೇಕೆಂದು ಇಲಾಖೆಯ ಸಹಾಯಕ ನಿರ್ದೇಶಕರು ಪ್ರಕಟಣೆಯಲ್ಲಿ ತಿಳಿಸಿದ್ದಾರೆ.: [380, 99, 560, 192]
- headline-line: ಇಂದು 'ಹಾಡಿರೇ ರಾಗಗಳ: [425, 1061, 515, 1074]
- color-dot: [277, 1495, 283, 1501]
- article-valmiki-award: ಕನ್ನಡನಾಡು ವಾರ್ತೆ ತುಮಕೂರು, ಆ.29: ಪರಿಶಿಷ್ಟ ಪಂಗಡದವರ ಏಳಿಗೆಗಾಗಿ ಶ್ರಮಿಸಿದ ಸಾಧಕರಿಗೆ ಪ್ರತಿ ವರ್ಷ ನೀಡಲಾಗುವ ಶ್ರೀ ಮಹರ್ಷಿ ವಾಲ್ಮೀಕಿ ಪ್ರಶಸ್ತಿಗಾಗಿ ಅರ್ಜಿ ಆಹ್ವಾನಿಸಲಾಗಿದೆ. ಸಾಮಾಜಿಕ, ಶೈಕ್ಷಣಿಕ, ಸಾಹಿತ್ಯ, ಕಲೆ ಕ್ಷೇತ್ರಗಳಲ್ಲಿ ಸೇವೆ ಸಲ್ಲಿಸಿದವರು ನಿಗದಿತ ನಮೂನೆಯಲ್ಲಿ ಅರ್ಜಿ ಸಲ್ಲಿಸಬಹುದು. ಅರ್ಜಿ ಸಲ್ಲಿಸಲು ಸೆಪ್ಟೆಂಬರ್ 10 ಕೊನೆಯ ದಿನವಾಗಿದೆ. ಹೆಚ್ಚಿನ ಮಾಹಿತಿಗೆ ಪರಿಶಿಷ್ಟ ವರ್ಗಗಳ ಕಲ್ಯಾಣ ಇಲಾಖೆ, ದೂರವಾಣಿ 0816-2006305 ಸಂಪರ್ಕಿಸಬಹುದು ಎಂದು ಜಿಲ್ಲಾ ಅಧಿಕಾರಿ ತಿಳಿಸಿದ್ದಾರೆ.: [380, 1289, 560, 1385]
